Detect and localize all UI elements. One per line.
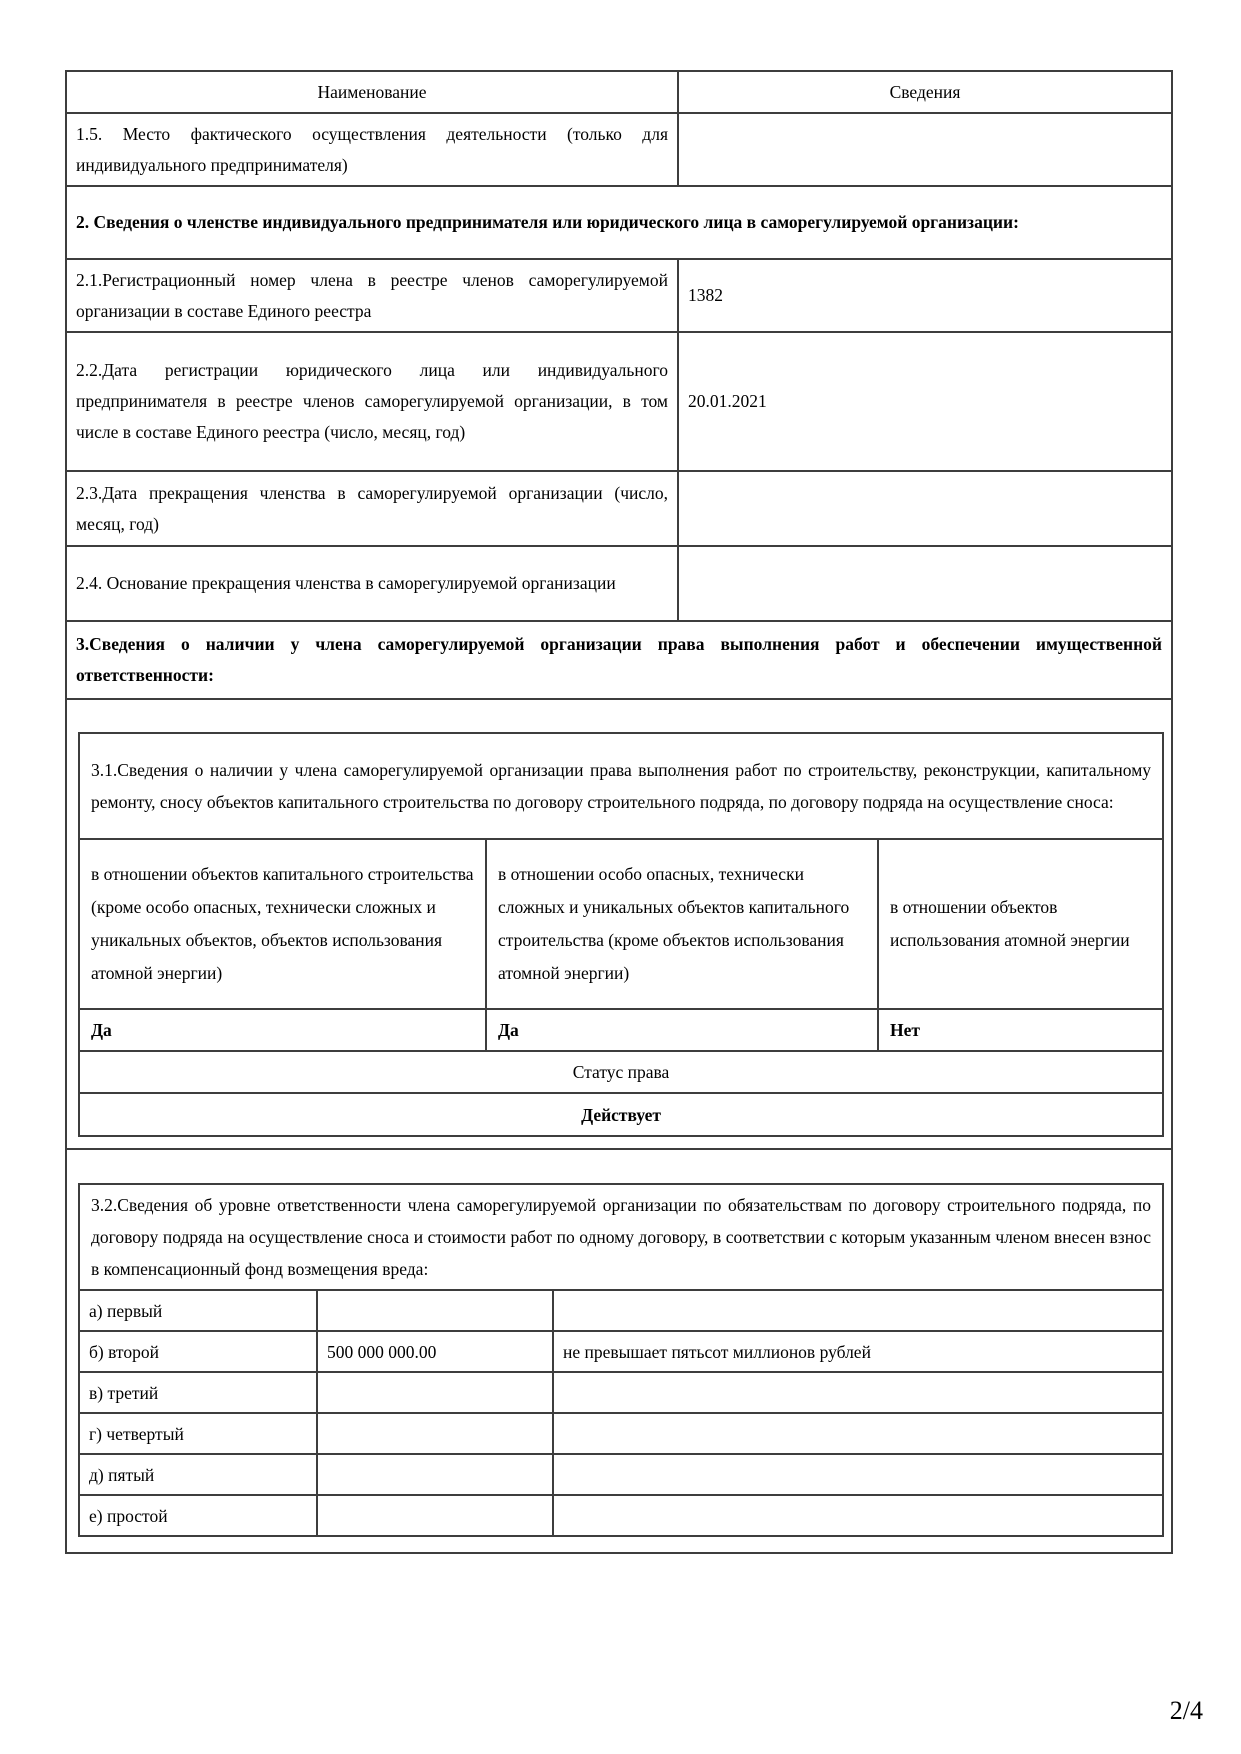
row-2-2-value: 20.01.2021 xyxy=(678,332,1172,471)
row-1-5-value xyxy=(678,113,1172,186)
section-3-1-container-row xyxy=(66,699,1172,1149)
level-description xyxy=(553,1413,1163,1454)
row-2-1-label: 2.1.Регистрационный номер члена в реестре членов саморегулируемой организации в составе Единого реестра xyxy=(66,259,678,332)
page-number: 2/4 xyxy=(1169,1696,1203,1725)
level-row-first xyxy=(79,1290,1163,1331)
level-label: г) четвертый xyxy=(79,1413,317,1454)
level-label: е) простой xyxy=(79,1495,317,1536)
level-amount xyxy=(317,1290,553,1331)
level-amount xyxy=(317,1372,553,1413)
level-amount xyxy=(317,1454,553,1495)
section-2-title: 2. Сведения о членстве индивидуального предпринимателя или юридического лица в саморегулируемой организации: xyxy=(66,186,1172,259)
scope-value-capital-construction: Да xyxy=(79,1009,486,1051)
column-header-details: Сведения xyxy=(678,71,1172,113)
right-status-value: Действует xyxy=(79,1093,1163,1136)
right-status-label-row xyxy=(79,1051,1163,1093)
row-2-4-label: 2.4. Основание прекращения членства в саморегулируемой организации xyxy=(66,546,678,621)
level-label: д) пятый xyxy=(79,1454,317,1495)
section-3-2-container-row xyxy=(66,1149,1172,1553)
level-label: а) первый xyxy=(79,1290,317,1331)
right-status-value-row xyxy=(79,1093,1163,1136)
section-3-header-row xyxy=(66,621,1172,699)
subtable-3-1-title-row xyxy=(79,733,1163,839)
subtable-3-1 xyxy=(78,732,1164,1137)
level-description xyxy=(553,1495,1163,1536)
right-status-label: Статус права xyxy=(79,1051,1163,1093)
scope-value-nuclear-objects: Нет xyxy=(878,1009,1163,1051)
level-row-second xyxy=(79,1331,1163,1372)
level-description xyxy=(553,1372,1163,1413)
scope-column-capital-construction: в отношении объектов капитального строительства (кроме особо опасных, технически сложных и уникальных объектов, объектов использования атомной энергии) xyxy=(79,839,486,1009)
section-3-title: 3.Сведения о наличии у члена саморегулируемой организации права выполнения работ и обеспечении имущественной ответственности: xyxy=(66,621,1172,699)
row-2-1-value: 1382 xyxy=(678,259,1172,332)
row-1-5-label: 1.5. Место фактического осуществления деятельности (только для индивидуального предпринимателя) xyxy=(66,113,678,186)
subtable-3-2-title: 3.2.Сведения об уровне ответственности члена саморегулируемой организации по обязательствам по договору строительного подряда, по договору подряда на осуществление сноса и стоимости работ по одному договору, в соответствии с которым указанным членом внесен взнос в компенсационный фонд возмещения вреда: xyxy=(79,1184,1163,1290)
row-2-3-label: 2.3.Дата прекращения членства в саморегулируемой организации (число, месяц, год) xyxy=(66,471,678,546)
row-2-4 xyxy=(66,546,1172,621)
subtable-3-1-title: 3.1.Сведения о наличии у члена саморегулируемой организации права выполнения работ по строительству, реконструкции, капитальному ремонту, сносу объектов капитального строительства по договору строительного подряда, по договору подряда на осуществление сноса: xyxy=(79,733,1163,839)
row-2-2 xyxy=(66,332,1172,471)
table-header-row xyxy=(66,71,1172,113)
row-2-3 xyxy=(66,471,1172,546)
row-1-5 xyxy=(66,113,1172,186)
row-2-1 xyxy=(66,259,1172,332)
row-2-3-value xyxy=(678,471,1172,546)
level-amount xyxy=(317,1495,553,1536)
section-2-header-row xyxy=(66,186,1172,259)
column-header-name: Наименование xyxy=(66,71,678,113)
level-amount xyxy=(317,1413,553,1454)
level-row-simple xyxy=(79,1495,1163,1536)
level-row-third xyxy=(79,1372,1163,1413)
subtable-3-2 xyxy=(78,1183,1164,1537)
level-description xyxy=(553,1290,1163,1331)
level-amount: 500 000 000.00 xyxy=(317,1331,553,1372)
work-scope-values-row xyxy=(79,1009,1163,1051)
subtable-3-2-title-row xyxy=(79,1184,1163,1290)
level-label: в) третий xyxy=(79,1372,317,1413)
level-row-fifth xyxy=(79,1454,1163,1495)
level-label: б) второй xyxy=(79,1331,317,1372)
registry-table xyxy=(65,70,1173,1554)
scope-value-hazardous-objects: Да xyxy=(486,1009,878,1051)
level-row-fourth xyxy=(79,1413,1163,1454)
scope-column-nuclear-objects: в отношении объектов использования атомной энергии xyxy=(878,839,1163,1009)
section-3-2-container xyxy=(66,1149,1172,1553)
row-2-2-label: 2.2.Дата регистрации юридического лица или индивидуального предпринимателя в реестре членов саморегулируемой организации, в том числе в составе Единого реестра (число, месяц, год) xyxy=(66,332,678,471)
row-2-4-value xyxy=(678,546,1172,621)
work-scope-header-row xyxy=(79,839,1163,1009)
level-description: не превышает пятьсот миллионов рублей xyxy=(553,1331,1163,1372)
scope-column-hazardous-objects: в отношении особо опасных, технически сложных и уникальных объектов капитального строительства (кроме объектов использования атомной энергии) xyxy=(486,839,878,1009)
level-description xyxy=(553,1454,1163,1495)
section-3-1-container xyxy=(66,699,1172,1149)
